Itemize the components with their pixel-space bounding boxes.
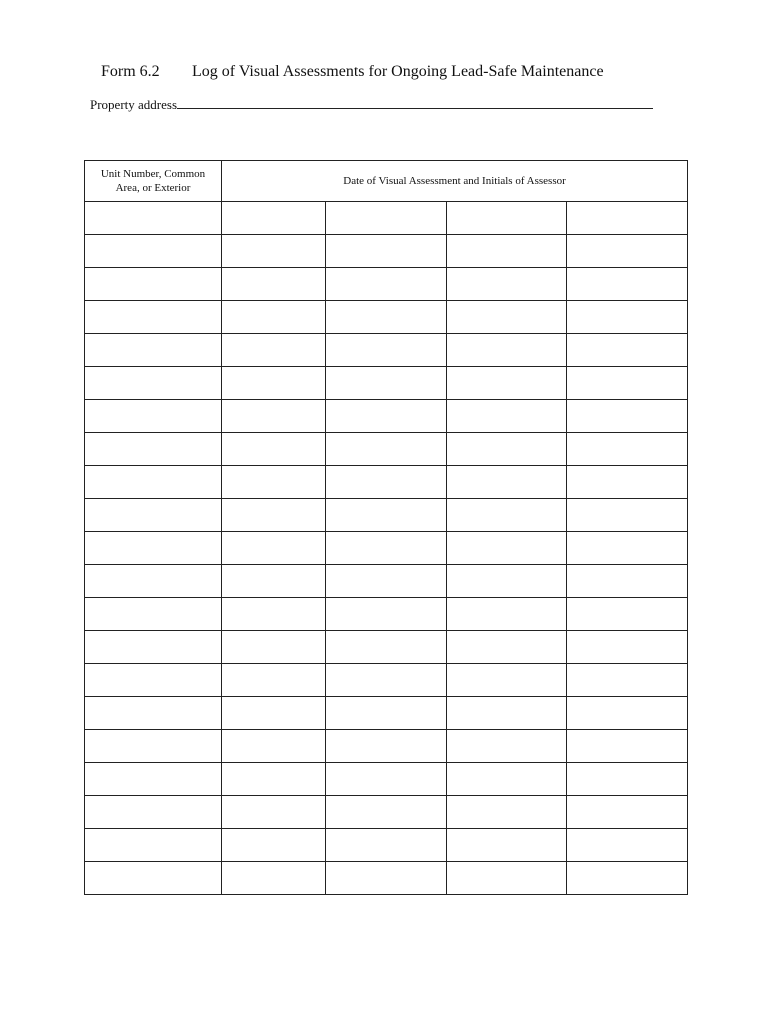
assessment-cell[interactable] — [222, 796, 326, 829]
assessment-cell[interactable] — [567, 235, 688, 268]
assessment-cell[interactable] — [567, 466, 688, 499]
unit-cell[interactable] — [85, 202, 222, 235]
unit-cell[interactable] — [85, 466, 222, 499]
assessment-cell[interactable] — [447, 565, 567, 598]
assessment-cell[interactable] — [447, 598, 567, 631]
assessment-cell[interactable] — [447, 433, 567, 466]
assessment-log-table — [84, 160, 688, 895]
unit-cell[interactable] — [85, 829, 222, 862]
assessment-cell[interactable] — [222, 565, 326, 598]
assessment-cell[interactable] — [326, 433, 447, 466]
assessment-cell[interactable] — [447, 301, 567, 334]
table-body — [85, 202, 688, 895]
assessment-cell[interactable] — [222, 862, 326, 895]
assessment-cell[interactable] — [567, 400, 688, 433]
assessment-cell[interactable] — [326, 796, 447, 829]
assessment-cell[interactable] — [326, 400, 447, 433]
table-row — [85, 367, 688, 400]
assessment-cell[interactable] — [326, 730, 447, 763]
assessment-cell[interactable] — [222, 631, 326, 664]
assessment-cell[interactable] — [222, 301, 326, 334]
assessment-cell[interactable] — [326, 565, 447, 598]
table-row — [85, 235, 688, 268]
assessment-cell[interactable] — [326, 697, 447, 730]
unit-cell[interactable] — [85, 268, 222, 301]
table-row — [85, 499, 688, 532]
table-row — [85, 763, 688, 796]
assessment-cell[interactable] — [447, 334, 567, 367]
assessment-cell[interactable] — [222, 400, 326, 433]
unit-cell[interactable] — [85, 433, 222, 466]
assessment-cell[interactable] — [567, 268, 688, 301]
assessment-cell[interactable] — [222, 268, 326, 301]
assessment-cell[interactable] — [447, 202, 567, 235]
unit-cell[interactable] — [85, 334, 222, 367]
table-row — [85, 664, 688, 697]
assessment-cell[interactable] — [447, 796, 567, 829]
assessment-cell[interactable] — [567, 730, 688, 763]
property-address-field[interactable] — [177, 96, 653, 109]
table-row — [85, 598, 688, 631]
assessment-cell[interactable] — [447, 862, 567, 895]
unit-cell[interactable] — [85, 631, 222, 664]
assessment-cell[interactable] — [567, 532, 688, 565]
unit-column-header — [85, 161, 222, 202]
assessment-cell[interactable] — [326, 301, 447, 334]
assessment-cell[interactable] — [567, 664, 688, 697]
assessment-cell[interactable] — [567, 565, 688, 598]
table-row — [85, 697, 688, 730]
assessment-cell[interactable] — [447, 631, 567, 664]
assessment-cell[interactable] — [326, 367, 447, 400]
assessment-cell[interactable] — [567, 301, 688, 334]
unit-header-line-2: Area, or Exterior — [115, 182, 191, 194]
table-row — [85, 565, 688, 598]
assessment-cell[interactable] — [326, 862, 447, 895]
unit-cell[interactable] — [85, 400, 222, 433]
unit-cell[interactable] — [85, 532, 222, 565]
assessment-cell[interactable] — [567, 631, 688, 664]
assessment-cell[interactable] — [222, 763, 326, 796]
assessment-cell[interactable] — [447, 367, 567, 400]
assessment-cell[interactable] — [222, 499, 326, 532]
unit-cell[interactable] — [85, 664, 222, 697]
assessment-cell[interactable] — [222, 235, 326, 268]
form-title: Log of Visual Assessments for Ongoing Lead-Safe Maintenance — [192, 63, 604, 80]
assessment-cell[interactable] — [222, 829, 326, 862]
unit-cell[interactable] — [85, 499, 222, 532]
assessment-cell[interactable] — [326, 202, 447, 235]
assessment-column-header: Date of Visual Assessment and Initials of Assessor — [222, 161, 688, 202]
assessment-cell[interactable] — [222, 367, 326, 400]
assessment-cell[interactable] — [567, 598, 688, 631]
assessment-cell[interactable] — [326, 499, 447, 532]
unit-header-line-1: Unit Number, Common — [100, 168, 206, 180]
assessment-cell[interactable] — [447, 499, 567, 532]
property-address-row — [90, 96, 653, 114]
assessment-cell[interactable] — [326, 664, 447, 697]
assessment-cell[interactable] — [326, 268, 447, 301]
assessment-cell[interactable] — [326, 235, 447, 268]
unit-cell[interactable] — [85, 730, 222, 763]
table-row — [85, 301, 688, 334]
assessment-cell[interactable] — [326, 532, 447, 565]
assessment-cell[interactable] — [447, 664, 567, 697]
table-header-row — [85, 161, 688, 202]
table-row — [85, 433, 688, 466]
assessment-cell[interactable] — [447, 730, 567, 763]
table-row — [85, 400, 688, 433]
assessment-cell[interactable] — [567, 334, 688, 367]
assessment-cell[interactable] — [567, 433, 688, 466]
assessment-cell[interactable] — [567, 862, 688, 895]
assessment-cell[interactable] — [567, 697, 688, 730]
assessment-cell[interactable] — [567, 763, 688, 796]
table-row — [85, 631, 688, 664]
unit-cell[interactable] — [85, 367, 222, 400]
assessment-cell[interactable] — [326, 763, 447, 796]
assessment-cell[interactable] — [222, 697, 326, 730]
unit-cell[interactable] — [85, 697, 222, 730]
property-address-label: Property address — [90, 97, 178, 112]
assessment-cell[interactable] — [447, 829, 567, 862]
assessment-cell[interactable] — [447, 235, 567, 268]
assessment-cell[interactable] — [222, 334, 326, 367]
assessment-cell[interactable] — [447, 268, 567, 301]
table-row — [85, 730, 688, 763]
assessment-cell[interactable] — [326, 466, 447, 499]
assessment-cell[interactable] — [567, 829, 688, 862]
table-row — [85, 862, 688, 895]
assessment-cell[interactable] — [326, 631, 447, 664]
assessment-cell[interactable] — [567, 499, 688, 532]
assessment-cell[interactable] — [222, 202, 326, 235]
assessment-cell[interactable] — [567, 202, 688, 235]
assessment-cell[interactable] — [326, 598, 447, 631]
assessment-cell[interactable] — [222, 598, 326, 631]
table-row — [85, 796, 688, 829]
unit-cell[interactable] — [85, 862, 222, 895]
assessment-cell[interactable] — [447, 532, 567, 565]
assessment-cell[interactable] — [567, 796, 688, 829]
assessment-cell[interactable] — [222, 730, 326, 763]
assessment-cell[interactable] — [447, 763, 567, 796]
assessment-cell[interactable] — [447, 400, 567, 433]
table-row — [85, 268, 688, 301]
assessment-cell[interactable] — [447, 697, 567, 730]
assessment-cell[interactable] — [222, 466, 326, 499]
unit-cell[interactable] — [85, 763, 222, 796]
unit-cell[interactable] — [85, 301, 222, 334]
unit-cell[interactable] — [85, 796, 222, 829]
table-row — [85, 532, 688, 565]
assessment-cell[interactable] — [326, 334, 447, 367]
unit-cell[interactable] — [85, 598, 222, 631]
assessment-cell[interactable] — [326, 829, 447, 862]
table-row — [85, 466, 688, 499]
table-row — [85, 334, 688, 367]
assessment-cell[interactable] — [222, 664, 326, 697]
form-number: Form 6.2 — [101, 63, 160, 80]
assessment-cell[interactable] — [567, 367, 688, 400]
unit-cell[interactable] — [85, 235, 222, 268]
assessment-cell[interactable] — [222, 433, 326, 466]
table-row — [85, 829, 688, 862]
table-row — [85, 202, 688, 235]
assessment-cell[interactable] — [447, 466, 567, 499]
assessment-cell[interactable] — [222, 532, 326, 565]
unit-cell[interactable] — [85, 565, 222, 598]
